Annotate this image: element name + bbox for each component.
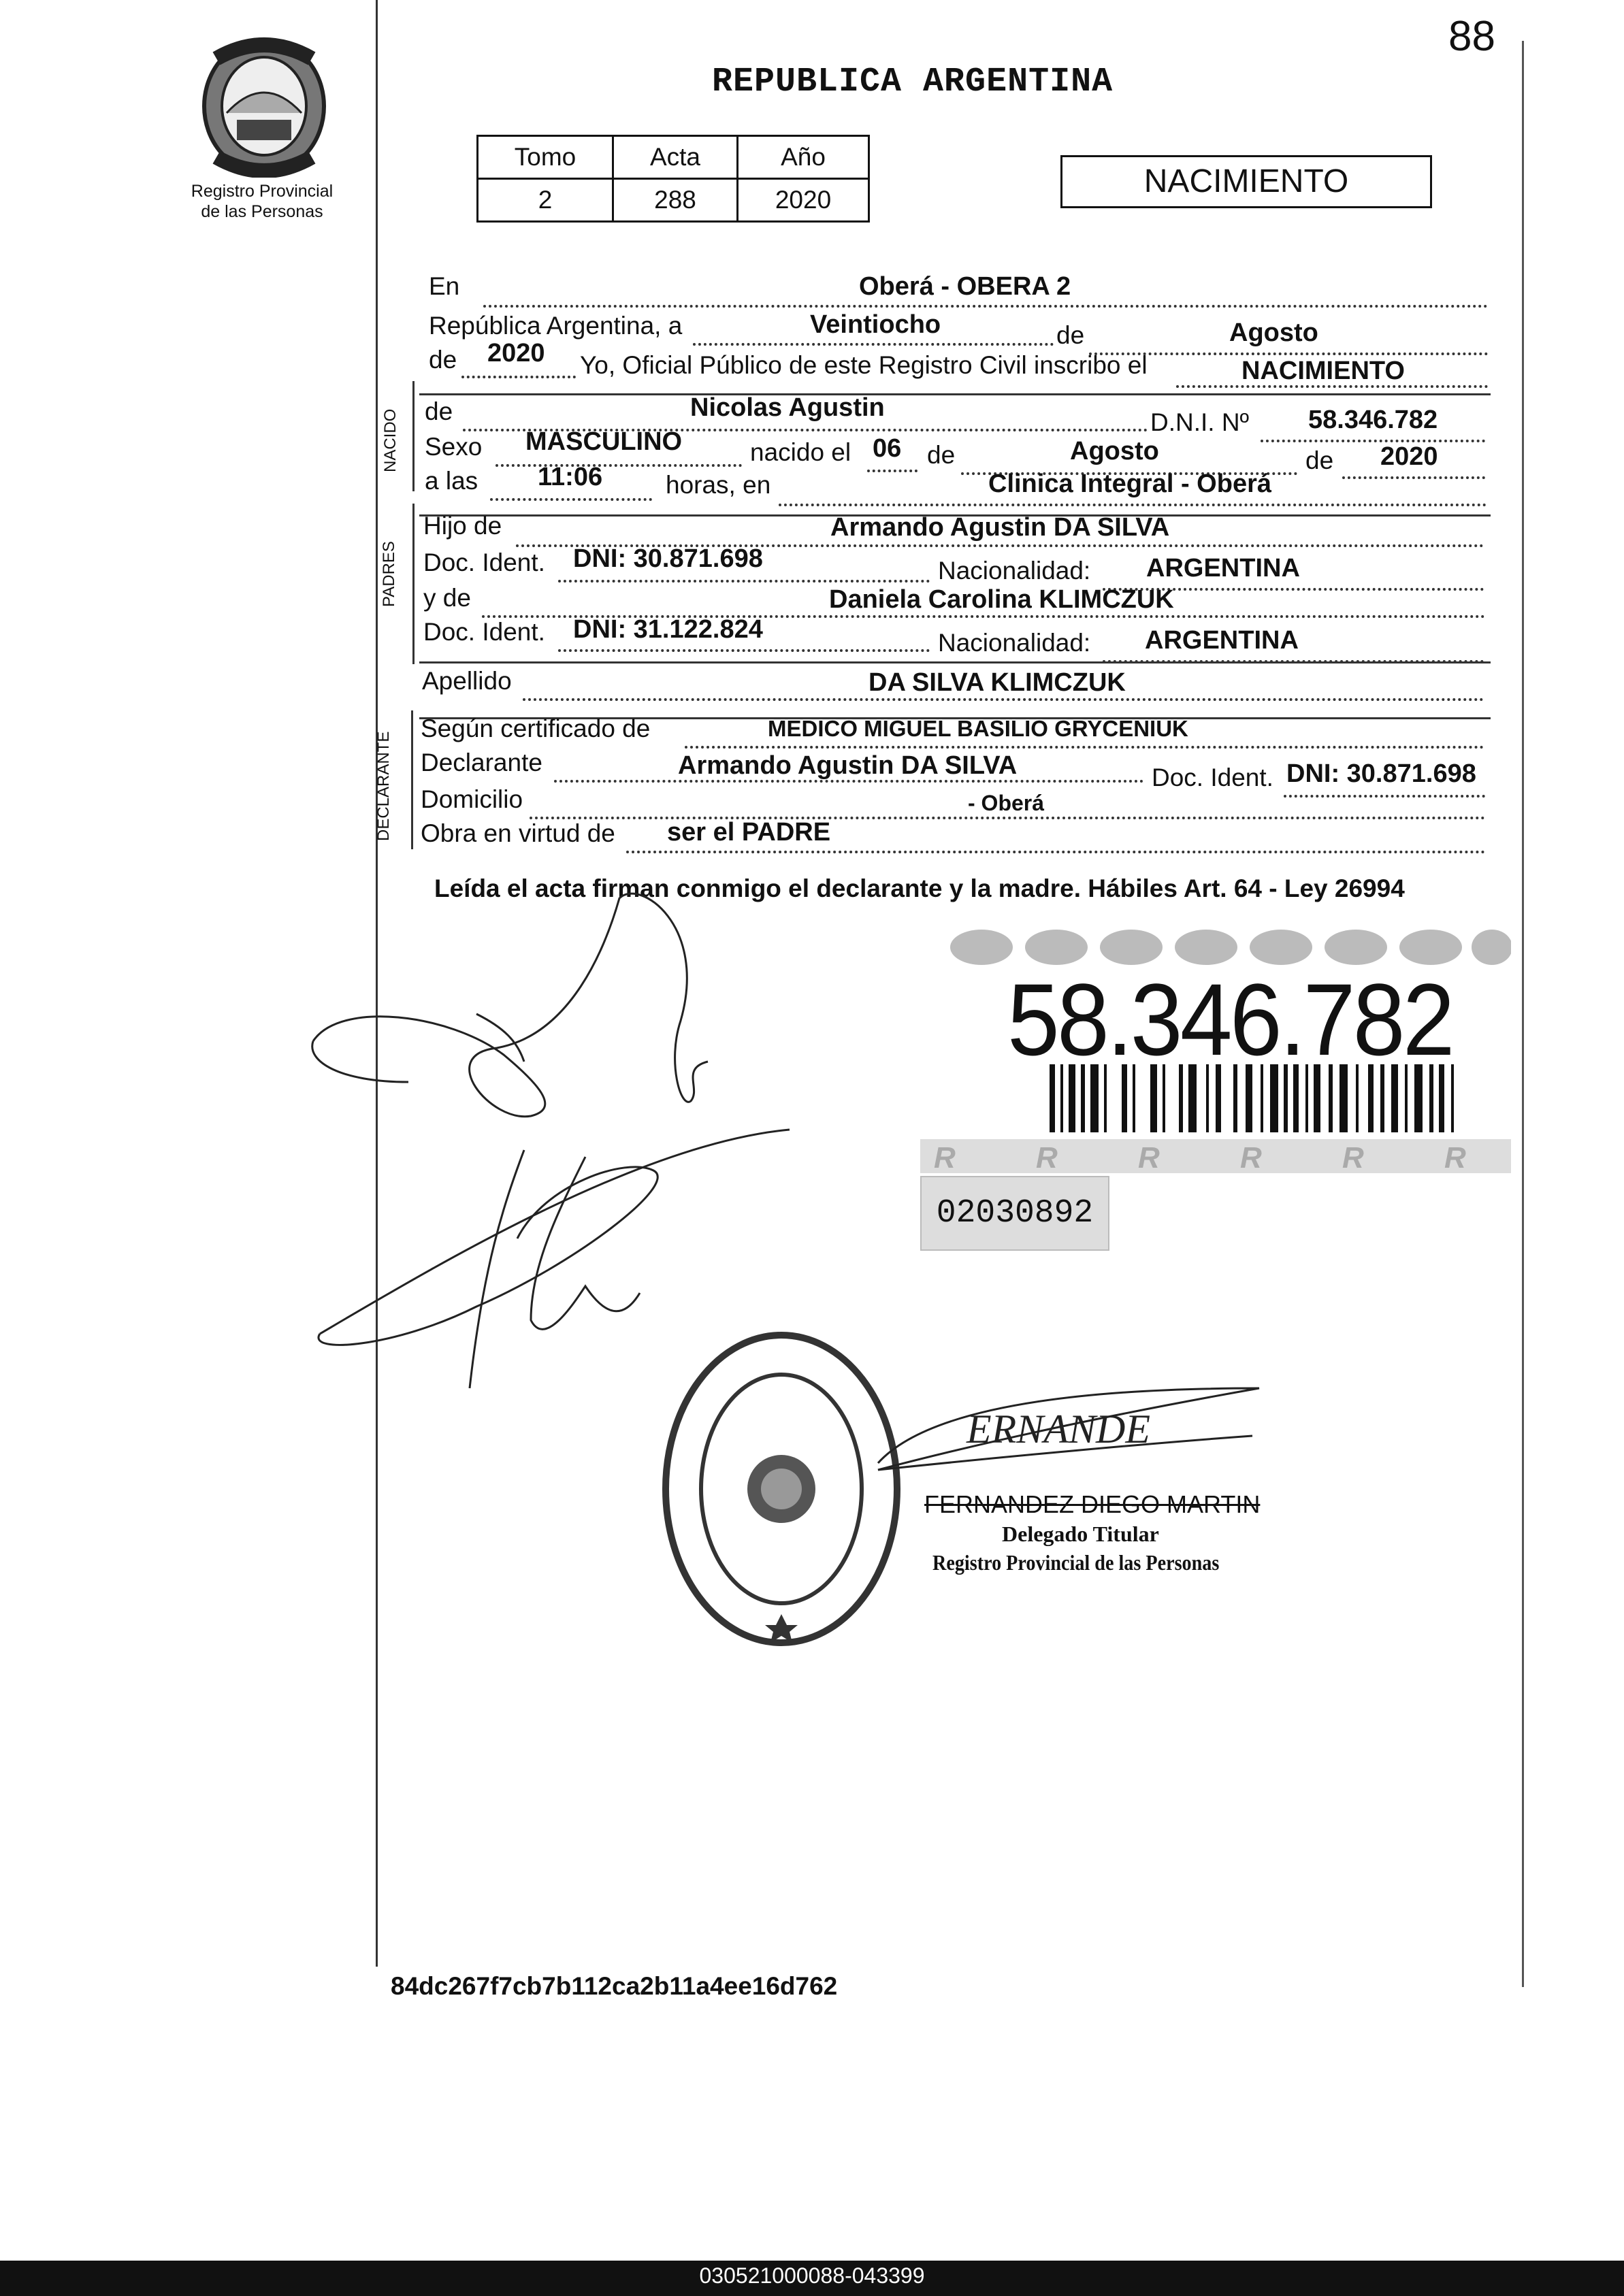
caption-line-1: Registro Provincial [191,182,334,201]
label-nacionalidad-madre: Nacionalidad: [938,629,1091,657]
label-nacionalidad-padre: Nacionalidad: [938,557,1091,585]
value-madre-nacionalidad: ARGENTINA [1145,626,1299,655]
label-de-mes: de [927,441,956,469]
value-anio: 2020 [738,179,869,222]
value-dni: 58.346.782 [1308,406,1438,434]
value-declarante: Armando Agustin DA SILVA [678,751,1018,780]
label-declarante: Declarante [421,749,542,776]
label-de-nombre: de [425,397,453,425]
side-label-declarante: DECLARANTE [374,731,393,841]
official-title: Delegado Titular [1002,1522,1159,1546]
registry-table-row [478,179,869,222]
side-label-padres: PADRES [380,541,398,607]
svg-text:R: R [934,1141,956,1175]
header-tomo: Tomo [478,136,613,179]
page-number: 88 [1448,13,1495,60]
value-obra-en-virtud: ser el PADRE [667,818,831,847]
value-hora: 11:06 [538,463,603,491]
document-hash: 84dc267f7cb7b112ca2b11a4ee16d762 [391,1972,838,2000]
value-dia-nacimiento: 06 [873,434,902,463]
value-lugar: Oberá - OBERA 2 [859,272,1071,301]
label-de-anio: de [429,346,457,374]
label-horas-en: horas, en [666,471,771,499]
label-apellido: Apellido [422,667,512,695]
label-dni: D.N.I. Nº [1150,408,1250,436]
value-nombre: Nicolas Agustin [690,393,885,422]
value-anio-inscripcion: 2020 [487,339,545,367]
label-de: de [1056,321,1085,349]
value-mes-inscripcion: Agosto [1229,318,1318,347]
svg-text:R: R [1342,1141,1364,1175]
svg-text:R: R [1036,1141,1058,1175]
section-rule [412,504,415,664]
label-obra-en-virtud: Obra en virtud de [421,819,615,847]
label-de-anio-nac: de [1305,446,1334,474]
value-padre-doc: DNI: 30.871.698 [573,544,763,573]
side-label-nacido: NACIDO [381,408,400,472]
record-type-box: NACIMIENTO [1060,155,1432,208]
section-rule [411,710,413,849]
label-republica: República Argentina, a [429,312,683,340]
closing-text: Leída el acta firman conmigo el declarante y la madre. Hábiles Art. 64 - Ley 26994 [434,874,1405,902]
label-hijo-de: Hijo de [423,512,502,540]
value-dia-letras: Veintiocho [810,310,941,339]
label-doc-padre: Doc. Ident. [423,548,545,576]
value-mes-nacimiento: Agosto [1070,437,1159,465]
value-madre-doc: DNI: 31.122.824 [573,615,763,644]
label-en: En [429,272,460,300]
section-rule [412,381,415,491]
section-divider [419,393,1491,395]
label-nacido-el: nacido el [750,438,851,466]
misiones-emblem-icon [196,31,332,178]
label-doc-declarante: Doc. Ident. [1152,764,1273,791]
label-doc-madre: Doc. Ident. [423,618,545,646]
footer-code: 030521000088-043399 [699,2263,925,2288]
svg-text:R: R [1240,1141,1262,1175]
handwritten-signatures [299,885,817,1402]
right-margin-line [1522,41,1524,1987]
value-acta: 288 [613,179,738,222]
handwritten-name: ERNANDE [967,1407,1150,1452]
label-domicilio: Domicilio [421,785,523,813]
label-sexo: Sexo [425,433,483,461]
label-a-las: a las [425,467,478,495]
svg-text:R: R [1138,1141,1160,1175]
caption-line-2: de las Personas [201,202,323,221]
dni-number: 58.346.782 [1007,962,1452,1077]
value-lugar-nacimiento: Clinica Integral - Oberá [988,470,1271,498]
registry-table [476,135,870,223]
header-anio: Año [738,136,869,179]
serial-number: 02030892 [920,1176,1109,1251]
document-title: REPUBLICA ARGENTINA [712,63,1114,101]
official-name: FERNANDEZ DIEGO MARTIN [924,1490,1261,1518]
registry-table-header [478,136,869,179]
header-acta: Acta [613,136,738,179]
value-padre-nacionalidad: ARGENTINA [1146,554,1300,583]
section-divider [419,661,1491,663]
official-signature [871,1381,1266,1497]
value-tipo: NACIMIENTO [1241,357,1405,385]
value-declarante-doc: DNI: 30.871.698 [1286,759,1476,788]
value-madre: Daniela Carolina KLIMCZUK [829,585,1174,614]
label-y-de: y de [423,584,471,612]
label-oficial: Yo, Oficial Público de este Registro Civil inscribo el [580,351,1148,379]
label-segun-certificado: Según certificado de [421,715,651,742]
value-sexo: MASCULINO [525,427,683,456]
svg-text:R: R [1444,1141,1466,1175]
value-domicilio: - Oberá [968,791,1045,815]
official-office: Registro Provincial de las Personas [932,1550,1220,1575]
value-certificado: MEDICO MIGUEL BASILIO GRYCENIUK [768,716,1188,741]
value-apellido: DA SILVA KLIMCZUK [868,668,1126,697]
value-padre: Armando Agustin DA SILVA [830,513,1170,542]
value-tomo: 2 [478,179,613,222]
logo-caption [163,181,361,222]
value-anio-nacimiento: 2020 [1380,442,1438,471]
